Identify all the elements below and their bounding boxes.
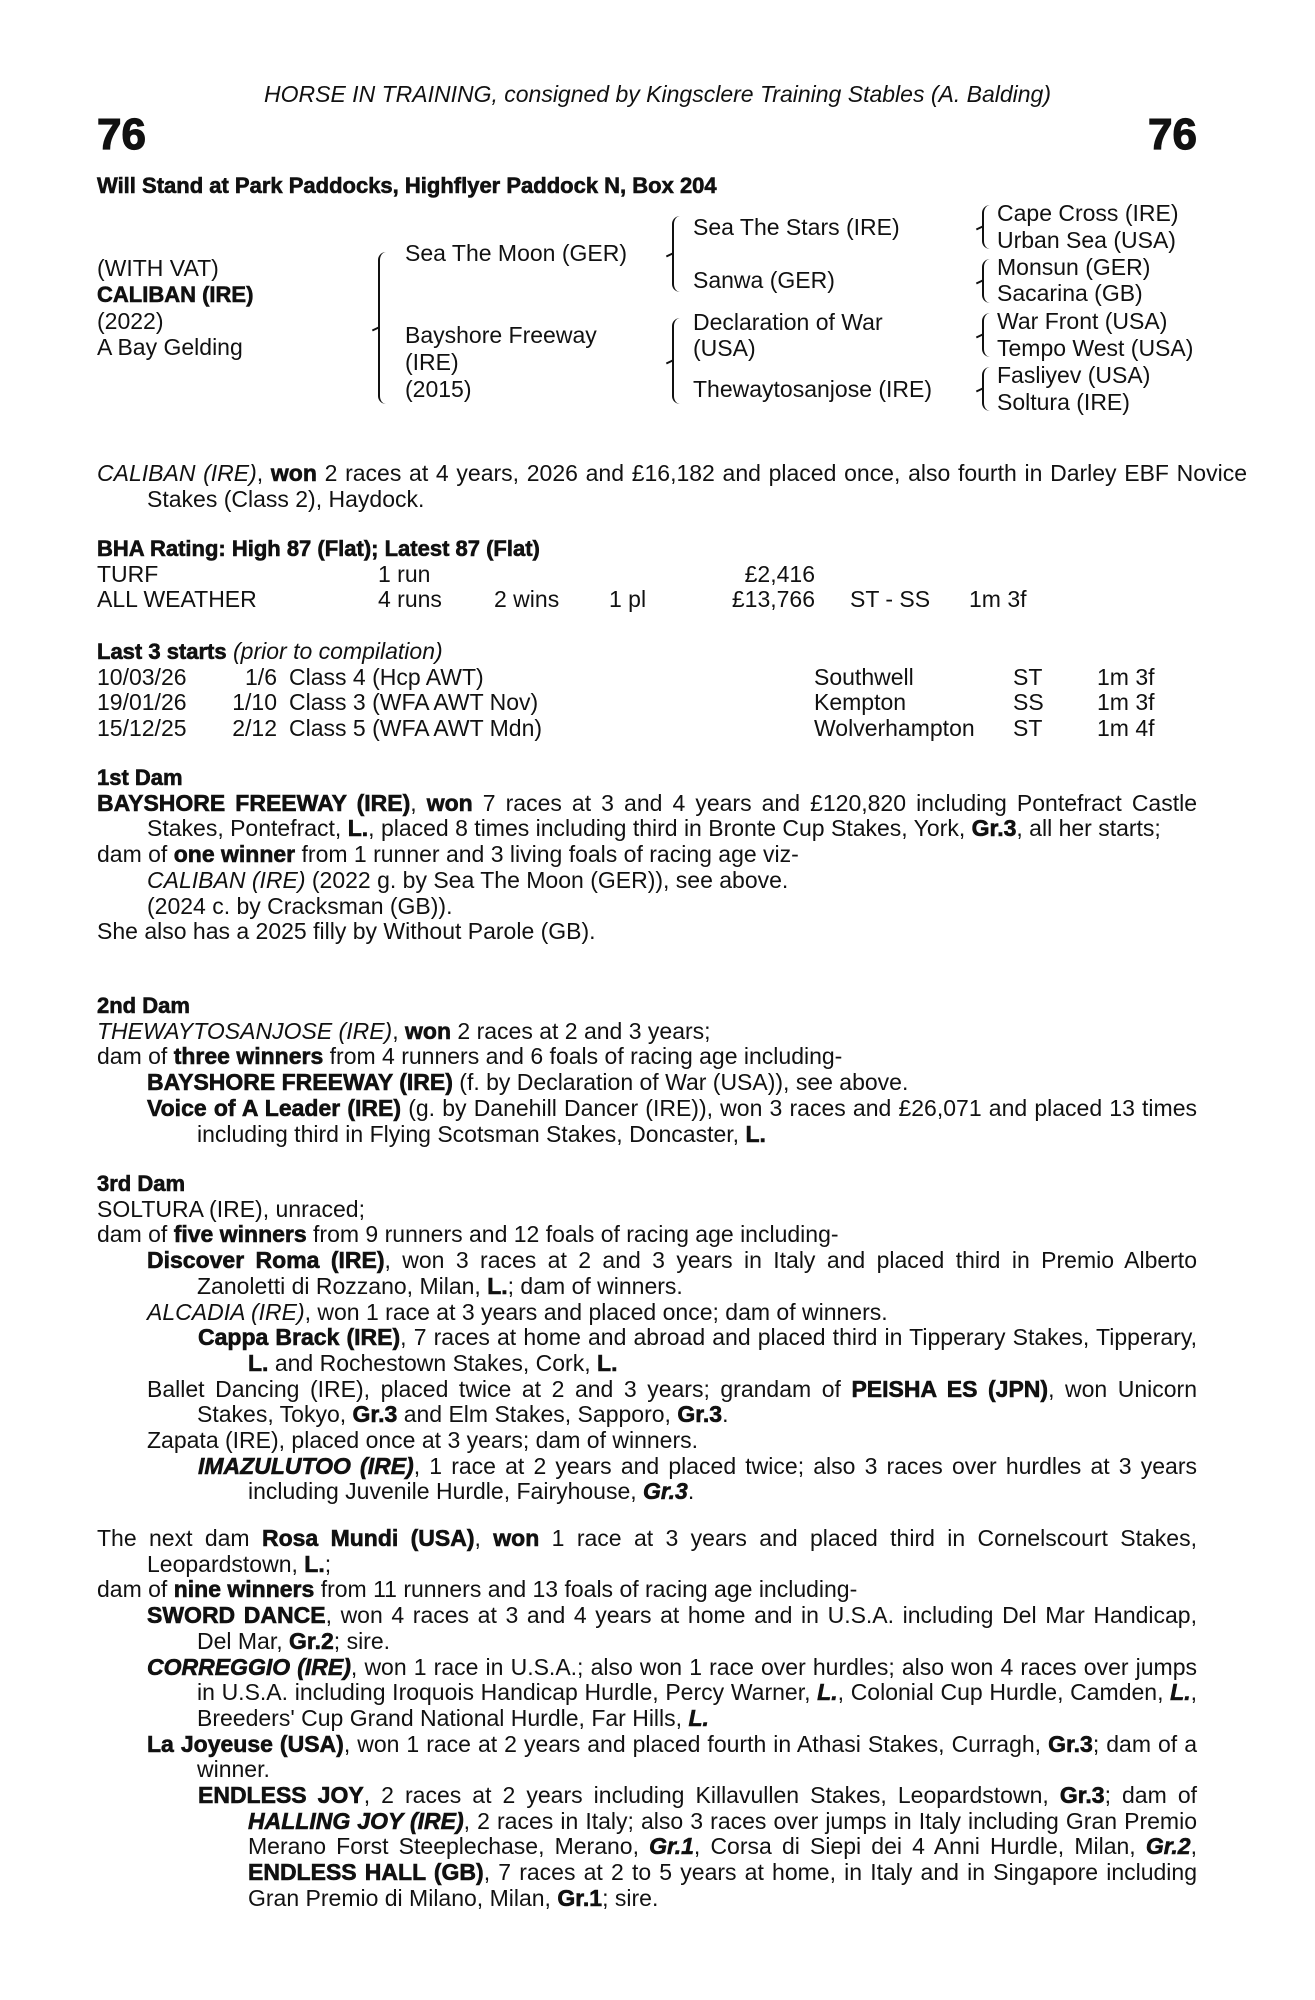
rating-cell: £13,766 xyxy=(731,586,815,613)
text-run: from 9 runners and 12 foals of racing age including- xyxy=(306,1221,839,1248)
great-grandparent: Sacarina (GB) xyxy=(997,280,1143,306)
text-run: L. xyxy=(745,1120,766,1147)
text-run: (f. by Declaration of War (USA)), see above. xyxy=(452,1069,909,1096)
text-run: ; dam of xyxy=(1104,1782,1197,1809)
text-run: . xyxy=(687,1478,695,1505)
last-starts-note: (prior to compilation) xyxy=(233,638,443,664)
bracket xyxy=(378,252,388,404)
text-run: dam of xyxy=(97,841,174,868)
pedigree-paragraph xyxy=(97,919,1197,945)
rating-cell: 1 pl xyxy=(609,586,647,613)
text-run: CALIBAN (IRE) xyxy=(147,866,306,893)
text-run: ALCADIA (IRE) xyxy=(147,1298,305,1325)
pedigree-paragraph xyxy=(97,1603,1197,1654)
text-run: one winner xyxy=(173,841,296,868)
text-run: , 2 races in Italy; also 3 races over jumps in Italy including Gran Premio Merano Forst Steeplechase, Merano, xyxy=(248,1807,1197,1860)
rating-cell: TURF xyxy=(97,560,159,587)
text-run: ENDLESS JOY xyxy=(198,1782,364,1809)
text-run: ; xyxy=(324,1550,332,1577)
text-run: won xyxy=(270,460,317,486)
start-row xyxy=(97,665,1197,691)
dam-sire-country: (USA) xyxy=(693,335,756,361)
start-cell: ST xyxy=(1013,663,1043,690)
start-cell: SS xyxy=(1013,689,1044,716)
start-cell: 15/12/25 xyxy=(97,715,187,742)
text-run: PEISHA ES (JPN) xyxy=(851,1375,1049,1402)
great-grandparent: War Front (USA) xyxy=(997,308,1168,334)
stand-location: Will Stand at Park Paddocks, Highflyer Paddock N, Box 204 xyxy=(97,173,717,198)
text-run: dam of xyxy=(97,1576,174,1603)
text-run: , 2 races at 2 years including Killavullen Stakes, Leopardstown, xyxy=(363,1782,1060,1809)
pedigree-paragraph xyxy=(97,1732,1197,1783)
rating-cell: ALL WEATHER xyxy=(97,586,257,613)
text-run: Ballet Dancing (IRE), placed twice at 2 and 3 years; grandam of xyxy=(147,1375,852,1402)
text-run: (2022 g. by Sea The Moon (GER)), see above. xyxy=(305,866,789,893)
section-heading: 3rd Dam xyxy=(97,1171,186,1196)
race-summary xyxy=(97,461,1247,512)
bracket xyxy=(672,318,682,404)
text-run: Gr.3 xyxy=(352,1401,398,1428)
text-run: L. xyxy=(304,1550,325,1577)
text-run: 1 race at 3 years and placed third in Cornelscourt Stakes, Leopardstown, xyxy=(147,1525,1197,1577)
text-run: Gr.1 xyxy=(649,1833,694,1860)
text-run: , xyxy=(410,789,427,816)
text-run: from 11 runners and 13 foals of racing age including- xyxy=(314,1576,858,1603)
horse-description: A Bay Gelding xyxy=(97,334,243,360)
great-grandparent: Fasliyev (USA) xyxy=(997,362,1151,388)
text-run: Gr.2 xyxy=(1145,1833,1191,1860)
pedigree-paragraph xyxy=(97,1655,1197,1732)
pedigree-paragraph xyxy=(97,868,1197,894)
start-cell: Class 4 (Hcp AWT) xyxy=(289,663,484,690)
pedigree-section xyxy=(97,1171,1197,1505)
pedigree-section xyxy=(97,993,1197,1147)
pedigree-paragraph xyxy=(97,1300,1197,1326)
rating-cell: ST - SS xyxy=(850,586,931,613)
text-run: , Colonial Cup Hurdle, Camden, xyxy=(837,1679,1171,1706)
text-run: (2024 c. by Cracksman (GB)). xyxy=(147,892,453,919)
dam: Bayshore Freeway xyxy=(405,322,597,348)
text-run: 2 races at 4 years, 2026 and £16,182 and placed once, also fourth in Darley EBF Novice Stakes (Class 2), Haydock. xyxy=(147,460,1247,512)
pedigree-paragraph xyxy=(97,1248,1197,1299)
text-run: Voice of A Leader (IRE) xyxy=(147,1094,402,1121)
text-run: , won 3 races at 2 and 3 years in Italy and placed third in Premio Alberto Zanoletti di Rozzano, Milan, xyxy=(197,1247,1197,1299)
text-run: BAYSHORE FREEWAY (IRE) xyxy=(97,789,411,816)
pedigree-section xyxy=(97,1526,1197,1912)
start-row xyxy=(97,690,1197,716)
great-grandparent: Tempo West (USA) xyxy=(997,335,1194,361)
text-run: Gr.3 xyxy=(1048,1730,1093,1757)
text-run: SOLTURA (IRE), unraced; xyxy=(97,1195,365,1222)
text-run: L. xyxy=(688,1704,709,1731)
sire: Sea The Moon (GER) xyxy=(405,240,628,266)
pedigree-paragraph xyxy=(97,791,1197,842)
text-run: Zapata (IRE), placed once at 3 years; dam of winners. xyxy=(147,1427,698,1454)
start-cell: Class 3 (WFA AWT Nov) xyxy=(289,689,539,716)
text-run: , xyxy=(392,1017,405,1044)
text-run: , Breeders' Cup Grand National Hurdle, Far Hills, xyxy=(197,1679,1198,1731)
text-run: (g. by Danehill Dancer (IRE)), won 3 races and £26,071 and placed 13 times including third in Flying Scotsman Stakes, Doncaster, xyxy=(197,1094,1197,1147)
start-cell: 1m 3f xyxy=(1097,689,1155,716)
text-run: , Corsa di Siepi dei 4 Anni Hurdle, Milan, xyxy=(693,1833,1146,1860)
pedigree-paragraph xyxy=(97,1096,1197,1147)
rating-row xyxy=(97,562,1197,588)
bracket xyxy=(982,367,992,411)
text-run: CORREGGIO (IRE) xyxy=(147,1653,351,1680)
bracket xyxy=(982,313,992,357)
section-heading: 2nd Dam xyxy=(97,993,190,1018)
start-row xyxy=(97,716,1197,742)
text-run: L. xyxy=(248,1349,269,1376)
pedigree-paragraph xyxy=(97,1377,1197,1428)
start-cell: 10/03/26 xyxy=(97,663,187,690)
text-run: five winners xyxy=(173,1221,307,1248)
text-run: , xyxy=(256,460,271,486)
start-cell: Class 5 (WFA AWT Mdn) xyxy=(289,715,543,742)
pedigree-paragraph xyxy=(97,1070,1197,1096)
text-run: won xyxy=(405,1017,451,1044)
text-run: , placed 8 times including third in Bronte Cup Stakes, York, xyxy=(368,815,972,842)
text-run: Gr.3 xyxy=(971,815,1017,842)
lot-number-right: 76 xyxy=(1148,110,1197,159)
text-run: , won 1 race at 3 years and placed once; dam of winners. xyxy=(304,1298,888,1325)
text-run: 7 races at 3 and 4 years and £120,820 including Pontefract Castle Stakes, Pontefract, xyxy=(147,789,1198,842)
start-cell: Kempton xyxy=(814,689,907,716)
text-run: CALIBAN (IRE) xyxy=(97,460,257,486)
pedigree-paragraph xyxy=(97,1577,1197,1603)
section-heading: 1st Dam xyxy=(97,765,183,790)
pedigree-paragraph xyxy=(97,1428,1197,1454)
text-run: , xyxy=(1190,1833,1197,1860)
vat-note: (WITH VAT) xyxy=(97,255,219,281)
text-run: Gr.3 xyxy=(677,1401,723,1428)
text-run: Gr.3 xyxy=(643,1478,688,1505)
text-run: won xyxy=(426,789,473,816)
text-run: ; sire. xyxy=(333,1627,391,1654)
text-run: IMAZULUTOO (IRE) xyxy=(198,1452,414,1479)
text-run: three winners xyxy=(173,1043,324,1070)
horse-name: CALIBAN (IRE) xyxy=(97,282,254,307)
dam-sire: Declaration of War xyxy=(693,309,883,335)
text-run: Rosa Mundi (USA) xyxy=(261,1525,475,1551)
rating-cell: 2 wins xyxy=(494,586,560,613)
text-run: , xyxy=(474,1525,494,1551)
text-run: The next dam xyxy=(97,1525,262,1551)
rating-cell: 1m 3f xyxy=(969,586,1027,613)
text-run: L. xyxy=(347,815,369,842)
text-run: , won Unicorn Stakes, Tokyo, xyxy=(197,1375,1197,1428)
text-run: BAYSHORE FREEWAY (IRE) xyxy=(147,1069,453,1096)
pedigree-paragraph xyxy=(97,1526,1197,1577)
text-run: Gr.3 xyxy=(1059,1782,1105,1809)
rating-block xyxy=(97,536,1197,613)
pedigree-paragraph xyxy=(97,1044,1197,1070)
text-run: and Elm Stakes, Sapporo, xyxy=(397,1401,678,1428)
text-run: Discover Roma (IRE) xyxy=(147,1247,385,1274)
text-run: L. xyxy=(1170,1679,1191,1706)
text-run: . xyxy=(722,1401,729,1428)
pedigree-paragraph xyxy=(97,1019,1197,1045)
text-run: L. xyxy=(817,1679,838,1706)
text-run: HALLING JOY (IRE) xyxy=(248,1807,464,1834)
text-run: She also has a 2025 filly by Without Parole (GB). xyxy=(97,918,596,945)
sire-dam: Sanwa (GER) xyxy=(693,267,835,293)
lot-number-left: 76 xyxy=(97,110,146,159)
pedigree-paragraph xyxy=(97,1222,1197,1248)
sire-sire: Sea The Stars (IRE) xyxy=(693,214,900,240)
text-run: La Joyeuse (USA) xyxy=(147,1730,344,1757)
rating-heading: BHA Rating: High 87 (Flat); Latest 87 (Flat) xyxy=(97,536,540,561)
text-run: nine winners xyxy=(173,1576,315,1603)
text-run: L. xyxy=(487,1272,508,1299)
start-cell: 1/10 xyxy=(232,689,277,716)
text-run: , won 4 races at 3 and 4 years at home and in U.S.A. including Del Mar Handicap, Del Mar, xyxy=(197,1602,1197,1654)
text-run: Gr.2 xyxy=(289,1627,334,1654)
text-run: and Rochestown Stakes, Cork, xyxy=(268,1349,598,1376)
dam-country: (IRE) xyxy=(405,349,459,375)
text-run: , won 1 race at 2 years and placed fourth in Athasi Stakes, Curragh, xyxy=(343,1730,1049,1757)
text-run: , all her starts; xyxy=(1016,815,1161,842)
dam-dam: Thewaytosanjose (IRE) xyxy=(693,376,933,402)
text-run: dam of xyxy=(97,1221,174,1248)
bracket xyxy=(982,259,992,303)
last-starts-heading: Last 3 starts xyxy=(97,639,227,664)
pedigree-section xyxy=(97,765,1197,945)
last-starts-block xyxy=(97,639,1197,742)
pedigree-paragraph xyxy=(97,842,1197,868)
great-grandparent: Soltura (IRE) xyxy=(997,389,1130,415)
start-cell: 1m 3f xyxy=(1097,663,1155,690)
pedigree-paragraph xyxy=(97,1325,1197,1376)
great-grandparent: Urban Sea (USA) xyxy=(997,227,1176,253)
text-run: ; dam of a winner. xyxy=(197,1730,1197,1783)
pedigree-paragraph xyxy=(97,1783,1197,1912)
text-run: ENDLESS HALL (GB) xyxy=(248,1859,484,1886)
text-run: dam of xyxy=(97,1043,174,1070)
horse-year: (2022) xyxy=(97,308,164,334)
text-run: , 1 race at 2 years and placed twice; also 3 races over hurdles at 3 years including Juvenile Hurdle, Fairyhouse, xyxy=(248,1452,1197,1505)
start-cell: 19/01/26 xyxy=(97,689,187,716)
pedigree-paragraph xyxy=(97,894,1197,920)
text-run: ; dam of winners. xyxy=(507,1272,683,1299)
start-cell: ST xyxy=(1013,715,1043,742)
rating-cell: £2,416 xyxy=(744,560,815,587)
start-cell: 2/12 xyxy=(232,715,277,742)
dam-year: (2015) xyxy=(405,376,472,402)
text-run: ; sire. xyxy=(602,1884,659,1911)
start-cell: Southwell xyxy=(814,663,914,690)
bracket xyxy=(672,216,682,292)
text-run: 2 races at 2 and 3 years; xyxy=(451,1017,711,1044)
rating-cell: 4 runs xyxy=(378,586,442,613)
text-run: SWORD DANCE xyxy=(147,1602,326,1629)
rating-cell: 1 run xyxy=(378,560,431,587)
text-run: Gr.1 xyxy=(557,1884,603,1911)
start-cell: 1m 4f xyxy=(1097,715,1155,742)
bracket xyxy=(982,205,992,249)
text-run: , 7 races at 2 to 5 years at home, in Italy and in Singapore including Gran Premio di Milano, Milan, xyxy=(248,1859,1197,1911)
great-grandparent: Cape Cross (IRE) xyxy=(997,200,1179,226)
start-cell: Wolverhampton xyxy=(814,715,975,742)
text-run: , won 1 race in U.S.A.; also won 1 race over hurdles; also won 4 races over jumps in U.S.A. including Iroquois Handicap Hurdle, Percy Warner, xyxy=(197,1653,1197,1706)
text-run: L. xyxy=(597,1349,618,1376)
pedigree-paragraph xyxy=(97,1197,1197,1223)
pedigree-paragraph xyxy=(97,1454,1197,1505)
great-grandparent: Monsun (GER) xyxy=(997,254,1151,280)
rating-row xyxy=(97,587,1197,613)
text-run: won xyxy=(493,1525,540,1551)
text-run: from 1 runner and 3 living foals of racing age viz- xyxy=(295,841,799,868)
text-run: THEWAYTOSANJOSE (IRE) xyxy=(97,1017,393,1044)
catalogue-header: HORSE IN TRAINING, consigned by Kingsclere Training Stables (A. Balding) xyxy=(264,81,1051,107)
text-run: , 7 races at home and abroad and placed third in Tipperary Stakes, Tipperary, xyxy=(400,1324,1198,1351)
text-run: Cappa Brack (IRE) xyxy=(198,1324,401,1351)
start-cell: 1/6 xyxy=(245,663,277,690)
text-run: from 4 runners and 6 foals of racing age including- xyxy=(323,1043,843,1070)
